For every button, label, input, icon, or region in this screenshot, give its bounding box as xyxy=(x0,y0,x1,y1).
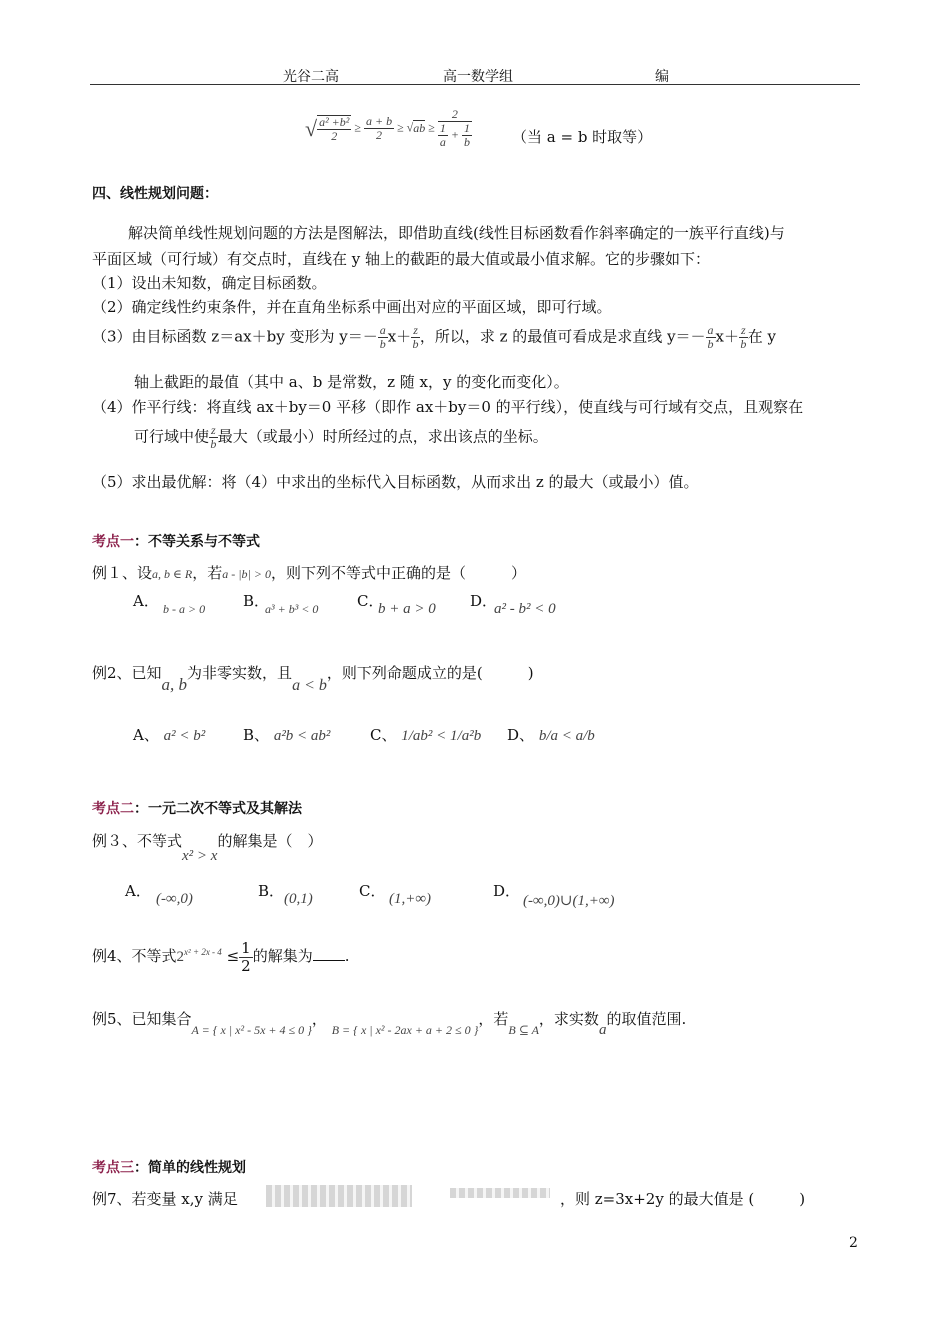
ex2-option-a: A、 a² < b² xyxy=(133,726,206,744)
ex2-option-d: D、 b/a < a/b xyxy=(507,726,595,744)
ex1-option-a: A． xyxy=(133,592,159,610)
ex2-option-c: C、 1/ab² < 1/a²b xyxy=(370,726,482,744)
constraint-image-blurred xyxy=(266,1185,412,1207)
ex1-option-a-value: b - a > 0 xyxy=(163,602,206,616)
example-7-intro: 例7、若变量 x,y 满足 xyxy=(92,1190,238,1208)
ex1-option-c: C． xyxy=(357,592,384,610)
step-5: （5）求出最优解：将（4）中求出的坐标代入目标函数，从而求出 z 的最大（或最小）值。 xyxy=(92,473,699,491)
ex3-option-a-value: (-∞,0) xyxy=(156,891,193,907)
header-school: 光谷二高 xyxy=(283,69,339,85)
example-5: 例5、已知集合$_{A = \{ x | x^2 - 5x + 4 \le 0 \}}$， $_{B = \{ x | x^2 - 2ax + a + 2 \le 0 \}}$，若$_{B ⊆ A}$，求实数a的取值范围. xyxy=(92,1010,687,1038)
section-title: 四、线性规划问题： xyxy=(92,186,218,202)
ex1-option-d: D． xyxy=(470,592,498,610)
kp1-heading: 考点一：不等关系与不等式 xyxy=(92,534,260,550)
example-7-question: ，则 z=3x+2y 的最大值是 ( ) xyxy=(560,1190,806,1208)
kp2-heading: 考点二：一元二次不等式及其解法 xyxy=(92,801,302,817)
intro-line-1: 解决简单线性规划问题的方法是图解法，即借助直线(线性目标函数看作斜率确定的一族平行直线)与 xyxy=(128,224,785,242)
example-3: 例３、不等式x² > x的解集是（ ） xyxy=(92,832,323,864)
ex3-option-c: C． xyxy=(359,882,386,900)
page-number: 2 xyxy=(849,1235,858,1251)
ex1-option-d-value: a² - b² < 0 xyxy=(494,601,556,617)
step-4: （4）作平行线：将直线 ax＋by＝0 平移（即作 ax＋by＝0 的平行线），使直线与可行域有交点，且观察在 xyxy=(92,398,804,416)
ex3-option-a: A． xyxy=(125,882,151,900)
step-3: （3）由目标函数 z＝ax＋by 变形为 y＝－ $\frac{a}{b}$ x＋ $\frac{z}{b}$ ，所以，求 z 的最值可看成是求直线 y＝－ $\frac{a}{b}$ x＋ $\frac{z}{b}$ 在 y xyxy=(92,323,776,352)
ex1-option-b: B． xyxy=(243,592,270,610)
example-4: 例4、不等式$2^{x^2 + 2x - 4}$ ≤ $\frac{1}{2}$ 的解集为 . xyxy=(92,939,350,975)
ex3-option-d-value: (-∞,0)∪(1,+∞) xyxy=(523,893,615,909)
intro-line-2: 平面区域（可行域）有交点时，直线在 y 轴上的截距的最大值或最小值求解。它的步骤如下： xyxy=(92,250,711,268)
example-1: 例１、设a, b ∈ R，若a - |b| > 0，则下列不等式中正确的是（ ） xyxy=(92,564,526,582)
equality-condition: （当 a = b 时取等） xyxy=(512,128,653,146)
kp3-heading: 考点三：简单的线性规划 xyxy=(92,1160,246,1176)
ex1-option-b-value: a³ + b³ < 0 xyxy=(265,602,319,616)
ex1-option-c-value: b + a > 0 xyxy=(378,601,436,617)
answer-blank xyxy=(313,948,345,961)
step-3-continued: 轴上截距的最值（其中 a、b 是常数，z 随 x，y 的变化而变化）。 xyxy=(134,373,569,391)
header-editor: 编 xyxy=(655,69,669,85)
ex3-option-b: B． xyxy=(258,882,285,900)
ex2-option-b: B、 a²b < ab² xyxy=(243,726,331,744)
ex3-option-d: D． xyxy=(493,882,521,900)
ex3-option-c-value: (1,+∞) xyxy=(389,891,432,907)
mean-inequality-formula: √ $\frac{\text{a² +b²}}{2}$ ≥ $\frac{a + b}{2}$ ≥ √ab ≥ 2 $\frac{1}{a}$ + $\frac{1}{b}$ xyxy=(305,107,470,150)
step-4-continued: 可行域中使 $\frac{z}{b}$ 最大（或最小）时所经过的点，求出该点的坐标。 xyxy=(134,423,548,452)
header-group: 高一数学组 xyxy=(443,69,513,85)
header-rule xyxy=(90,84,860,85)
step-2: （2）确定线性约束条件，并在直角坐标系中画出对应的平面区域，即可行域。 xyxy=(92,298,612,316)
step-1: （1）设出未知数，确定目标函数。 xyxy=(92,274,327,292)
ex3-option-b-value: (0,1) xyxy=(284,891,313,907)
constraint-image-blurred-2 xyxy=(450,1188,550,1198)
example-2: 例2、已知a, b为非零实数，且a < b，则下列命题成立的是( ) xyxy=(92,664,534,694)
